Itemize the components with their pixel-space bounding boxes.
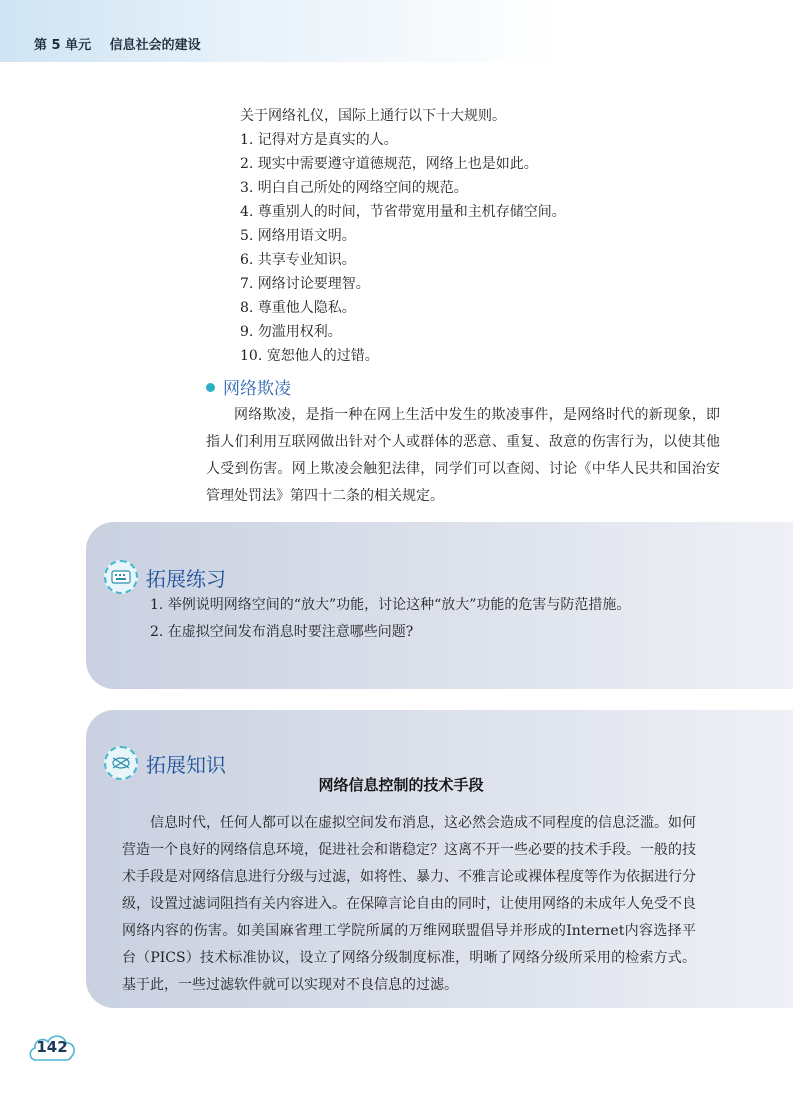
keyboard-icon	[104, 560, 138, 594]
exercise-question: 2. 在虚拟空间发布消息时要注意哪些问题?	[150, 624, 414, 640]
bullying-title: 网络欺凌	[223, 379, 291, 399]
bullet-icon	[206, 383, 215, 392]
unit-label: 第 5 单元	[34, 38, 92, 53]
rule-item: 4. 尊重别人的时间，节省带宽用量和主机存储空间。	[240, 204, 566, 220]
knowledge-box	[86, 710, 793, 1008]
knowledge-title: 拓展知识	[146, 752, 226, 777]
rule-item: 9. 勿滥用权利。	[240, 324, 342, 340]
rule-item: 6. 共享专业知识。	[240, 252, 356, 268]
exercise-title: 拓展练习	[146, 566, 226, 591]
unit-title: 信息社会的建设	[109, 38, 201, 53]
rule-item: 10. 宽恕他人的过错。	[240, 348, 379, 364]
rule-item: 1. 记得对方是真实的人。	[240, 132, 398, 148]
bullying-paragraph: 网络欺凌，是指一种在网上生活中发生的欺凌事件，是网络时代的新现象，即指人们利用互联网做出针对个人或群体的恶意、重复、敌意的伤害行为，以使其他人受到伤害。网上欺凌会触犯法律，同学们可以查阅、讨论《中华人民共和国治安管理处罚法》第四十二条的相关规定。	[206, 407, 720, 504]
bullying-heading	[206, 374, 291, 399]
page-header	[0, 0, 560, 62]
knowledge-subtitle: 网络信息控制的技术手段	[318, 776, 484, 794]
knowledge-paragraph: 信息时代，任何人都可以在虚拟空间发布消息，这必然会造成不同程度的信息泛滥。如何营造一个良好的网络信息环境，促进社会和谐稳定？这离不开一些必要的技术手段。一般的技术手段是对网络信息进行分级与过滤，如将性、暴力、不雅言论或裸体程度等作为依据进行分级，设置过滤词阻挡有关内容进入。在保障言论自由的同时，让使用网络的未成年人免受不良网络内容的伤害。如美国麻省理工学院所属的万维网联盟倡导并形成的Internet内容选择平台（PICS）技术标准协议，设立了网络分级制度标准，明晰了网络分级所采用的检索方式。基于此，一些过滤软件就可以实现对不良信息的过滤。	[122, 815, 696, 993]
exercise-question: 1. 举例说明网络空间的“放大”功能，讨论这种“放大”功能的危害与防范措施。	[150, 597, 631, 613]
exercise-heading	[104, 560, 226, 594]
exercise-questions	[122, 592, 742, 646]
rules-intro: 关于网络礼仪，国际上通行以下十大规则。	[240, 108, 506, 124]
rule-item: 7. 网络讨论要理智。	[240, 276, 370, 292]
rule-item: 8. 尊重他人隐私。	[240, 300, 356, 316]
running-head	[34, 34, 215, 53]
rule-item: 3. 明白自己所处的网络空间的规范。	[240, 180, 468, 196]
rule-item: 5. 网络用语文明。	[240, 228, 356, 244]
page-number-text: 142	[36, 1038, 68, 1056]
rule-item: 2. 现实中需要遵守道德规范，网络上也是如此。	[240, 156, 538, 172]
page-number	[26, 1030, 78, 1064]
netiquette-rules	[240, 104, 760, 368]
exercise-box	[86, 522, 793, 689]
